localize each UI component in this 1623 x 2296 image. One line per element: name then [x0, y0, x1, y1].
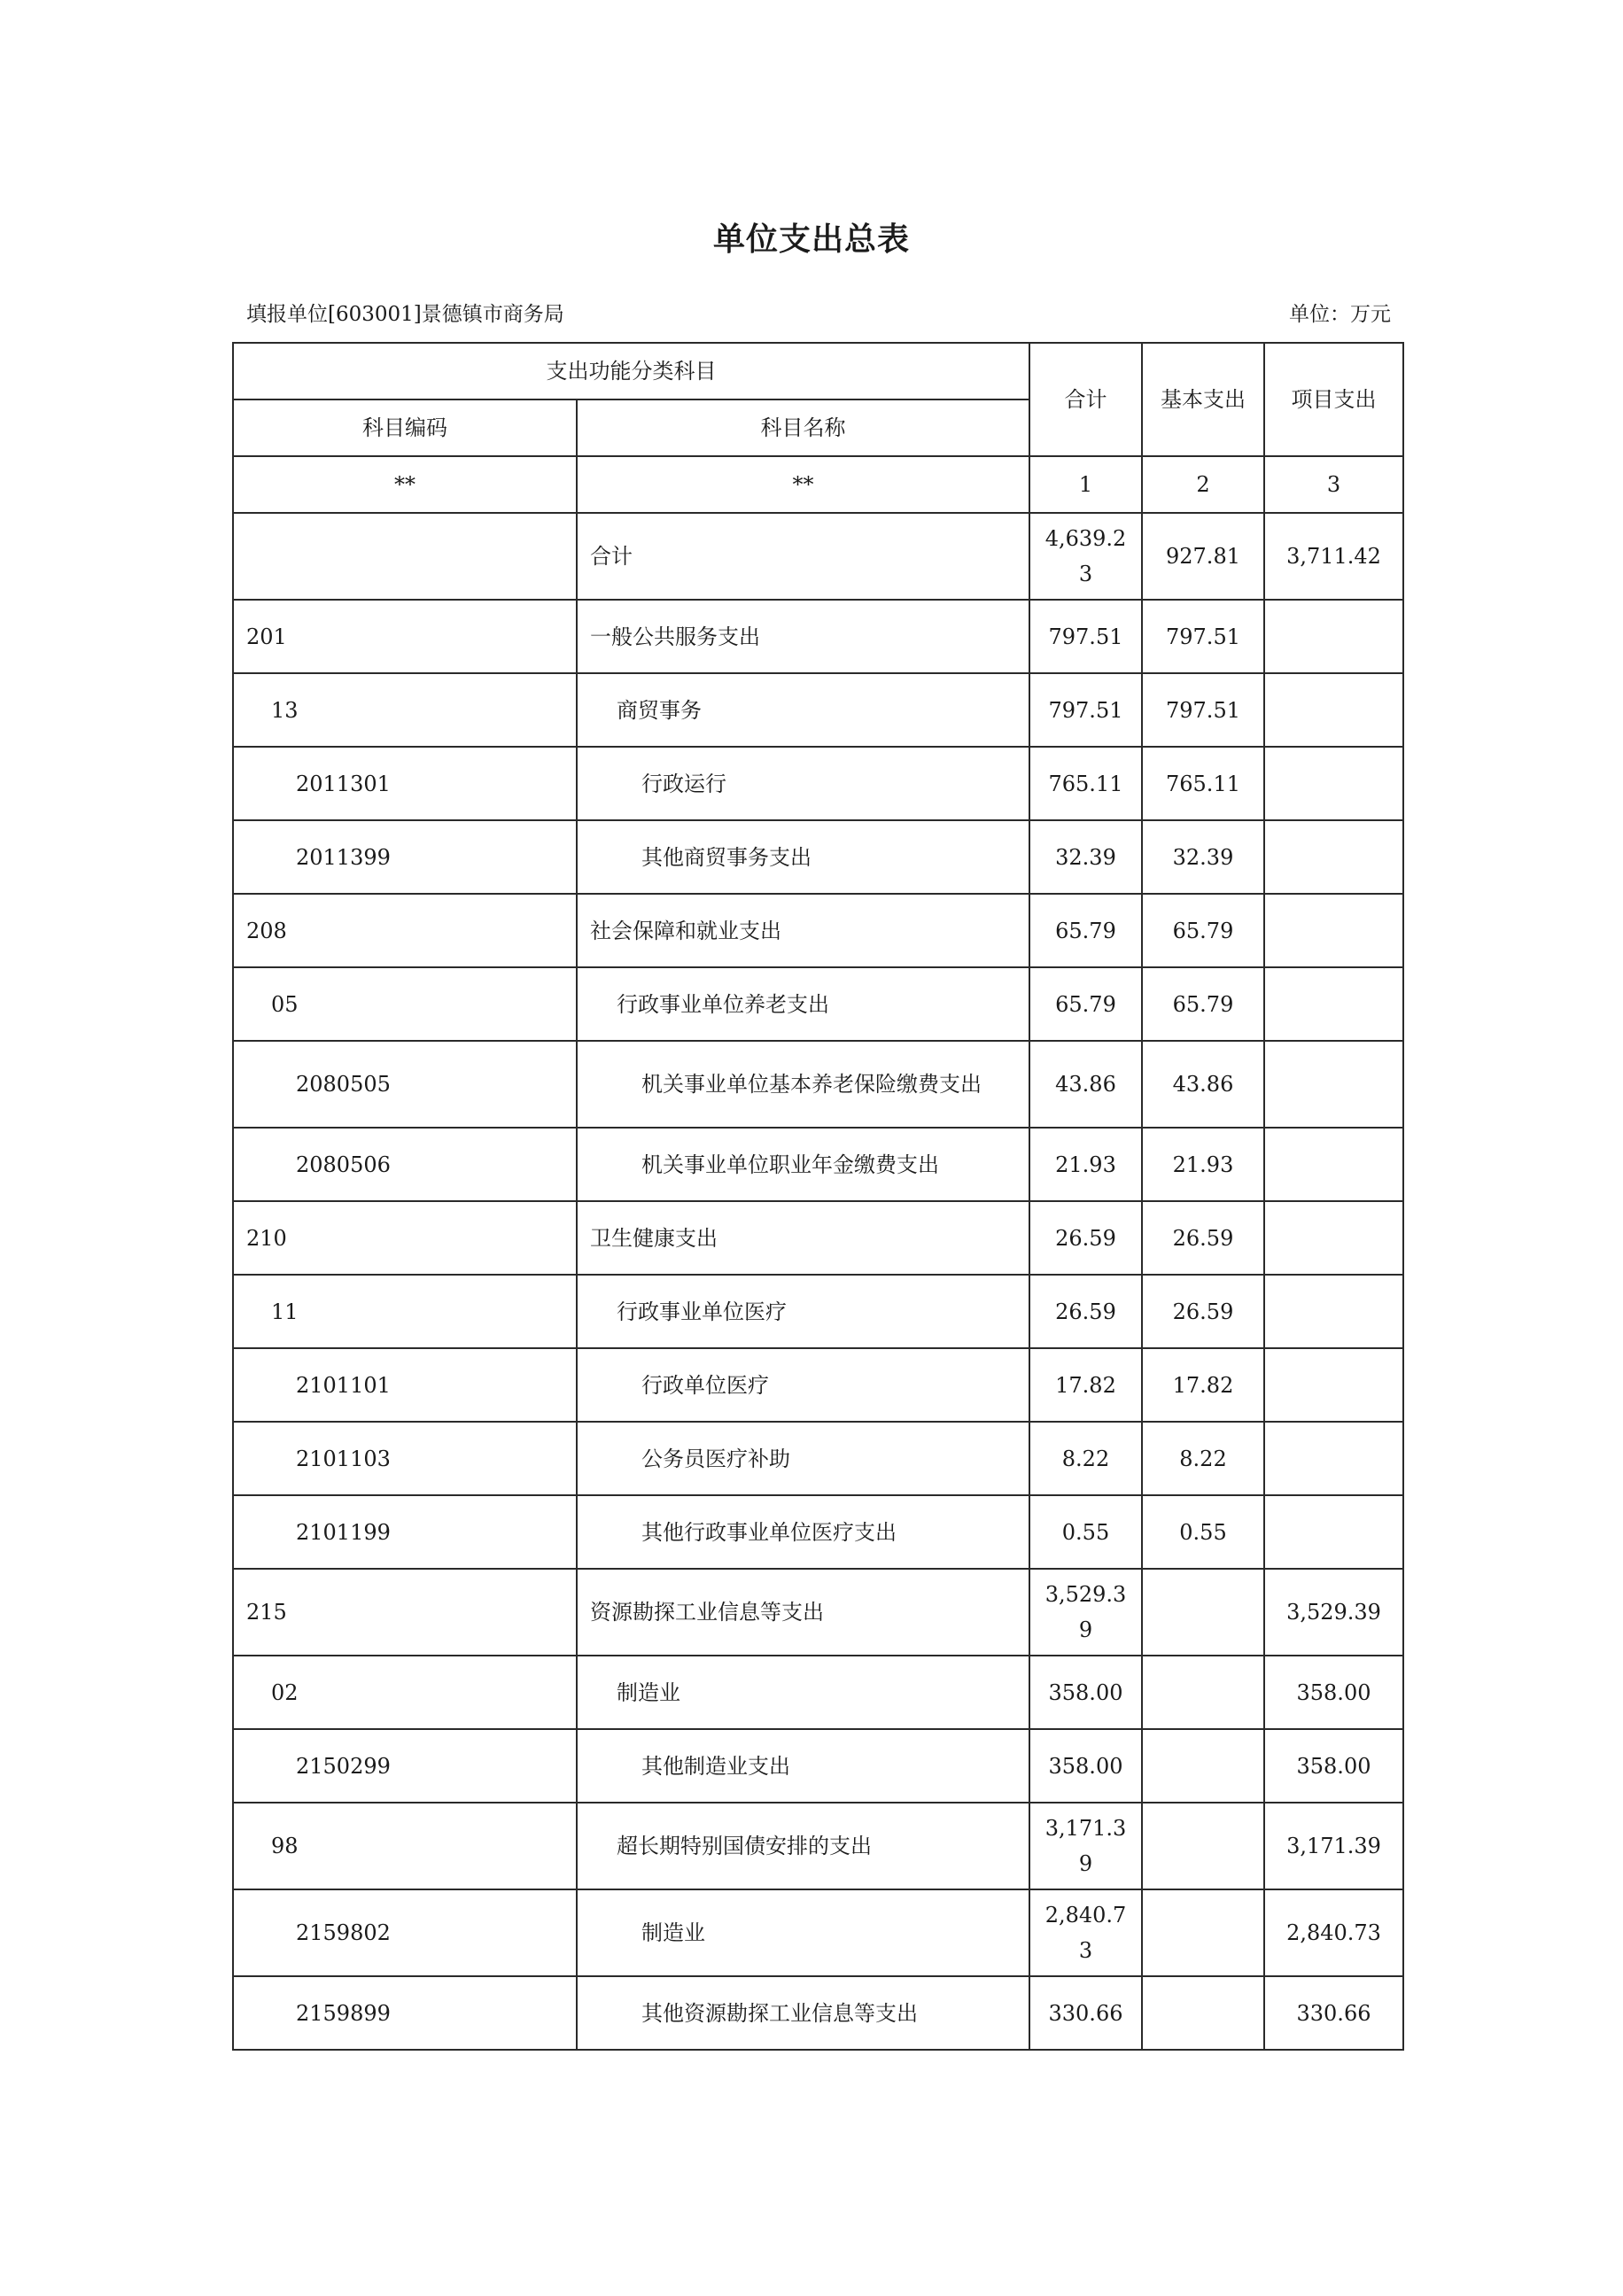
row-code: 2080506	[233, 1128, 577, 1201]
table-row	[233, 820, 1403, 894]
row-code: 2159899	[233, 1976, 577, 2050]
table-row	[233, 747, 1403, 820]
row-basic: 765.11	[1142, 747, 1264, 820]
row-basic	[1142, 1729, 1264, 1803]
row-code: 11	[233, 1275, 577, 1348]
row-total: 0.55	[1029, 1495, 1142, 1569]
row-total: 358.00	[1029, 1729, 1142, 1803]
header-total: 合计	[1029, 343, 1142, 456]
row-name: 行政事业单位养老支出	[577, 967, 1029, 1041]
header-group: 支出功能分类科目	[233, 343, 1029, 399]
index-code: **	[233, 456, 577, 513]
row-total: 65.79	[1029, 894, 1142, 967]
row-project	[1264, 1275, 1403, 1348]
row-code: 210	[233, 1201, 577, 1275]
table-row	[233, 673, 1403, 747]
row-basic: 26.59	[1142, 1201, 1264, 1275]
row-total: 21.93	[1029, 1128, 1142, 1201]
row-code: 2101199	[233, 1495, 577, 1569]
row-code: 98	[233, 1803, 577, 1889]
row-total: 3,171.39	[1029, 1803, 1142, 1889]
row-basic: 21.93	[1142, 1128, 1264, 1201]
row-name: 行政事业单位医疗	[577, 1275, 1029, 1348]
row-total: 797.51	[1029, 673, 1142, 747]
row-code	[233, 513, 577, 600]
expenditure-table	[232, 342, 1404, 2051]
row-basic: 26.59	[1142, 1275, 1264, 1348]
row-total: 765.11	[1029, 747, 1142, 820]
unit-label: 单位：万元	[1289, 303, 1391, 326]
row-basic	[1142, 1803, 1264, 1889]
row-project	[1264, 1348, 1403, 1422]
row-basic: 17.82	[1142, 1348, 1264, 1422]
table-row	[233, 1976, 1403, 2050]
table-row	[233, 1422, 1403, 1495]
row-basic: 32.39	[1142, 820, 1264, 894]
table-row	[233, 1495, 1403, 1569]
row-name: 行政运行	[577, 747, 1029, 820]
row-project	[1264, 1422, 1403, 1495]
row-basic: 43.86	[1142, 1041, 1264, 1128]
row-name: 其他行政事业单位医疗支出	[577, 1495, 1029, 1569]
index-project: 3	[1264, 456, 1403, 513]
row-project: 330.66	[1264, 1976, 1403, 2050]
row-basic	[1142, 1889, 1264, 1976]
row-project	[1264, 1128, 1403, 1201]
table-body	[233, 513, 1403, 2050]
row-total: 3,529.39	[1029, 1569, 1142, 1656]
index-name: **	[577, 456, 1029, 513]
row-total: 26.59	[1029, 1275, 1142, 1348]
row-total: 797.51	[1029, 600, 1142, 673]
row-project	[1264, 1495, 1403, 1569]
row-name: 其他制造业支出	[577, 1729, 1029, 1803]
row-basic: 65.79	[1142, 894, 1264, 967]
row-project	[1264, 673, 1403, 747]
row-name: 制造业	[577, 1889, 1029, 1976]
row-total: 17.82	[1029, 1348, 1142, 1422]
row-project	[1264, 600, 1403, 673]
row-name: 卫生健康支出	[577, 1201, 1029, 1275]
index-total: 1	[1029, 456, 1142, 513]
row-total: 8.22	[1029, 1422, 1142, 1495]
row-name: 合计	[577, 513, 1029, 600]
row-name: 其他资源勘探工业信息等支出	[577, 1976, 1029, 2050]
row-name: 资源勘探工业信息等支出	[577, 1569, 1029, 1656]
table-row	[233, 894, 1403, 967]
row-name: 超长期特别国债安排的支出	[577, 1803, 1029, 1889]
row-name: 机关事业单位职业年金缴费支出	[577, 1128, 1029, 1201]
row-code: 2080505	[233, 1041, 577, 1128]
table-row	[233, 1656, 1403, 1729]
table-row	[233, 1275, 1403, 1348]
row-name: 一般公共服务支出	[577, 600, 1029, 673]
row-basic: 65.79	[1142, 967, 1264, 1041]
row-code: 05	[233, 967, 577, 1041]
row-code: 2011301	[233, 747, 577, 820]
header-project: 项目支出	[1264, 343, 1403, 456]
row-project: 3,711.42	[1264, 513, 1403, 600]
row-total: 26.59	[1029, 1201, 1142, 1275]
row-code: 02	[233, 1656, 577, 1729]
row-project	[1264, 1201, 1403, 1275]
row-code: 201	[233, 600, 577, 673]
row-total: 2,840.73	[1029, 1889, 1142, 1976]
row-total: 330.66	[1029, 1976, 1142, 2050]
row-basic	[1142, 1569, 1264, 1656]
row-code: 2101103	[233, 1422, 577, 1495]
row-code: 208	[233, 894, 577, 967]
row-project	[1264, 747, 1403, 820]
table-row	[233, 1729, 1403, 1803]
row-project	[1264, 894, 1403, 967]
page-title: 单位支出总表	[712, 221, 910, 258]
row-total: 4,639.23	[1029, 513, 1142, 600]
row-name: 行政单位医疗	[577, 1348, 1029, 1422]
row-project	[1264, 967, 1403, 1041]
table-row	[233, 600, 1403, 673]
row-project: 2,840.73	[1264, 1889, 1403, 1976]
row-project: 358.00	[1264, 1729, 1403, 1803]
row-basic: 797.51	[1142, 600, 1264, 673]
row-total: 358.00	[1029, 1656, 1142, 1729]
table-row	[233, 1128, 1403, 1201]
table-row	[233, 1348, 1403, 1422]
table-row	[233, 1569, 1403, 1656]
row-name: 其他商贸事务支出	[577, 820, 1029, 894]
table-row	[233, 513, 1403, 600]
table-row	[233, 1041, 1403, 1128]
row-name: 制造业	[577, 1656, 1029, 1729]
row-basic: 8.22	[1142, 1422, 1264, 1495]
row-name: 商贸事务	[577, 673, 1029, 747]
row-code: 2011399	[233, 820, 577, 894]
row-code: 13	[233, 673, 577, 747]
row-project: 3,171.39	[1264, 1803, 1403, 1889]
header-basic: 基本支出	[1142, 343, 1264, 456]
table-row	[233, 1201, 1403, 1275]
row-project: 3,529.39	[1264, 1569, 1403, 1656]
row-code: 2159802	[233, 1889, 577, 1976]
header-code: 科目编码	[233, 399, 577, 456]
row-project: 358.00	[1264, 1656, 1403, 1729]
row-basic: 0.55	[1142, 1495, 1264, 1569]
row-basic	[1142, 1976, 1264, 2050]
row-code: 2101101	[233, 1348, 577, 1422]
header-name: 科目名称	[577, 399, 1029, 456]
row-total: 43.86	[1029, 1041, 1142, 1128]
row-code: 2150299	[233, 1729, 577, 1803]
row-code: 215	[233, 1569, 577, 1656]
table-row	[233, 1803, 1403, 1889]
row-name: 公务员医疗补助	[577, 1422, 1029, 1495]
table-header	[233, 343, 1403, 513]
index-basic: 2	[1142, 456, 1264, 513]
row-basic: 797.51	[1142, 673, 1264, 747]
row-total: 32.39	[1029, 820, 1142, 894]
row-total: 65.79	[1029, 967, 1142, 1041]
filing-unit: 填报单位[603001]景德镇市商务局	[246, 303, 564, 326]
table-row	[233, 967, 1403, 1041]
row-name: 社会保障和就业支出	[577, 894, 1029, 967]
row-project	[1264, 820, 1403, 894]
row-name: 机关事业单位基本养老保险缴费支出	[577, 1041, 1029, 1128]
row-project	[1264, 1041, 1403, 1128]
row-basic: 927.81	[1142, 513, 1264, 600]
row-basic	[1142, 1656, 1264, 1729]
table-row	[233, 1889, 1403, 1976]
